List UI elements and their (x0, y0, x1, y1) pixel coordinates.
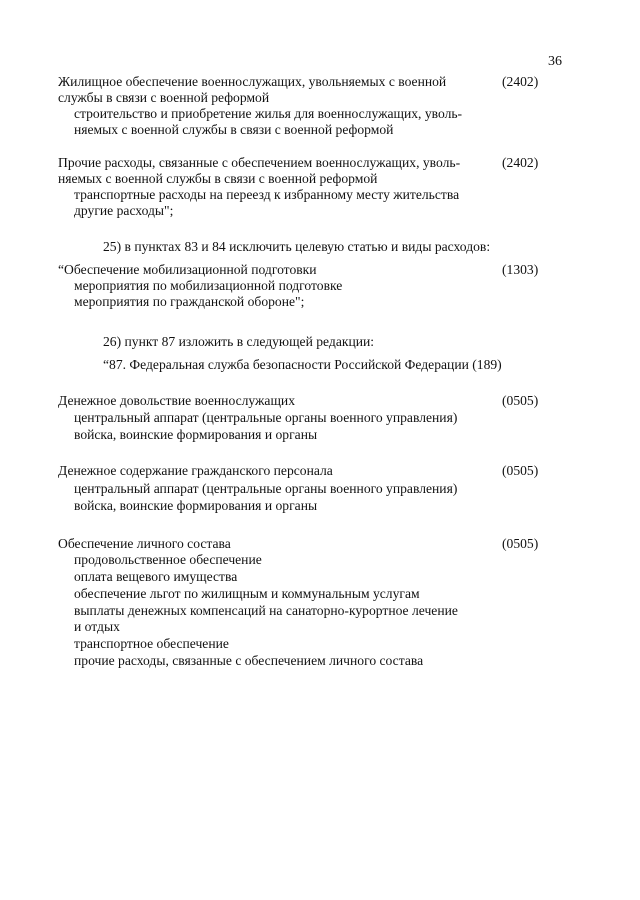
item25-text: 25) в пунктах 83 и 84 исключить целевую статью и виды расходов: (103, 239, 491, 254)
item25-quote-line1: “Обеспечение мобилизационной подготовки (58, 262, 317, 277)
block1-sub-line2: няемых с военной службы в связи с военной реформой (74, 122, 394, 137)
page-number: 36 (548, 54, 562, 69)
block2-sub-line2: другие расходы"; (74, 203, 174, 218)
item25-code: (1303) (502, 262, 539, 277)
block4-sub-line1: центральный аппарат (центральные органы военного управления) (74, 481, 458, 496)
block5-sub-line3: обеспечение льгот по жилищным и коммунальным услугам (74, 586, 420, 601)
block2-code: (2402) (502, 155, 539, 170)
block3-sub-line1: центральный аппарат (центральные органы военного управления) (74, 410, 458, 425)
block5-title: Обеспечение личного состава (58, 536, 231, 551)
item26-text: 26) пункт 87 изложить в следующей редакции: (103, 334, 375, 349)
item25-sub-line2: мероприятия по гражданской обороне"; (74, 294, 305, 309)
block2-title-line2: няемых с военной службы в связи с военной реформой (58, 171, 378, 186)
block1-title-line2: службы в связи с военной реформой (58, 90, 270, 105)
block5-sub-line2: оплата вещевого имущества (74, 569, 238, 584)
block5-sub-line4: выплаты денежных компенсаций на санаторно-курортное лечение (74, 603, 458, 618)
block5-sub-line1: продовольственное обеспечение (74, 552, 262, 567)
block1-title-line1: Жилищное обеспечение военнослужащих, увольняемых с военной (58, 74, 447, 89)
block4-sub-line2: войска, воинские формирования и органы (74, 498, 318, 513)
block2-sub-line1: транспортные расходы на переезд к избранному месту жительства (74, 187, 460, 202)
block5-sub-line5: и отдых (74, 619, 120, 634)
item25-sub-line1: мероприятия по мобилизационной подготовке (74, 278, 343, 293)
item26-quote-line1: “87. Федеральная служба безопасности Российской Федерации (189) (103, 357, 502, 372)
block4-code: (0505) (502, 463, 539, 478)
block3-sub-line2: войска, воинские формирования и органы (74, 427, 318, 442)
block5-code: (0505) (502, 536, 539, 551)
block3-title: Денежное довольствие военнослужащих (58, 393, 295, 408)
block5-sub-line6: транспортное обеспечение (74, 636, 229, 651)
block1-code: (2402) (502, 74, 539, 89)
block1-sub-line1: строительство и приобретение жилья для военнослужащих, уволь- (74, 106, 463, 121)
block2-title-line1: Прочие расходы, связанные с обеспечением военнослужащих, уволь- (58, 155, 461, 170)
block4-title: Денежное содержание гражданского персонала (58, 463, 333, 478)
block3-code: (0505) (502, 393, 539, 408)
block5-sub-line7: прочие расходы, связанные с обеспечением личного состава (74, 653, 424, 668)
